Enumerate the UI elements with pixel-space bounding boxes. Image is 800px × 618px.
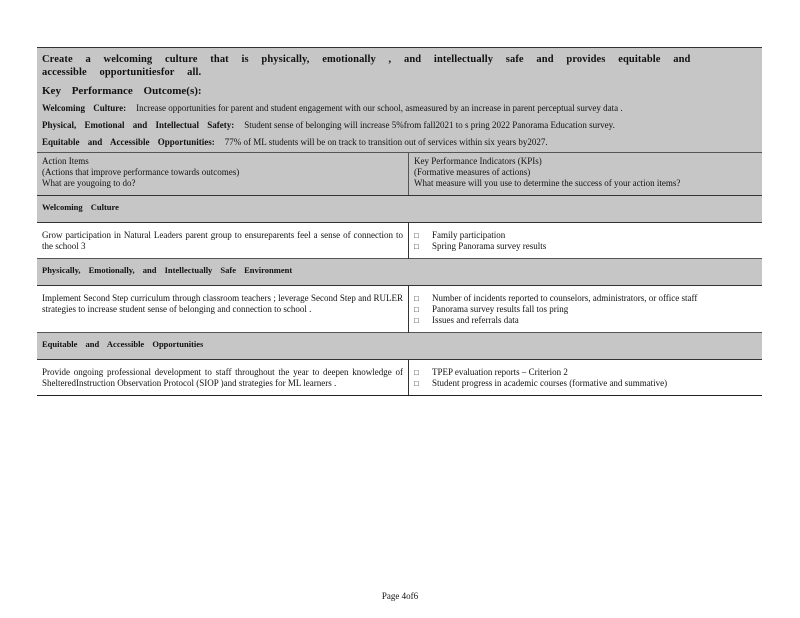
action-item-cell: Grow participation in Natural Leaders parent group to ensureparents feel a sense of connection to the school 3 <box>37 223 409 259</box>
header-question: What measure will you use to determine the success of your action items? <box>414 178 681 188</box>
kpi-item: □ TPEP evaluation reports – Criterion 2 <box>414 367 757 378</box>
section-title: Welcoming Culture <box>37 196 762 223</box>
kpi-list <box>414 367 757 389</box>
kpi-item: □ Student progress in academic courses (formative and summative) <box>414 378 757 389</box>
kpo-heading: Key Performance Outcome(s): <box>42 85 202 97</box>
table-header-row <box>37 153 762 196</box>
kpi-item: □ Family participation <box>414 230 757 241</box>
page-number: Page 4of6 <box>381 591 419 601</box>
goal-line-2: accessible opportunitiesfor all. <box>42 67 202 78</box>
goal-banner <box>37 47 762 153</box>
kpi-item: □ Spring Panorama survey results <box>414 241 757 252</box>
kpo-item-safety <box>42 120 757 131</box>
header-subtitle: (Actions that improve performance towards outcomes) <box>42 167 240 177</box>
header-title: Key Performance Indicators (KPIs) <box>414 156 542 166</box>
table-row <box>37 223 762 259</box>
kpo-item-equity <box>42 137 757 148</box>
section-title: Physically, Emotionally, and Intellectually Safe Environment <box>37 259 762 286</box>
header-subtitle: (Formative measures of actions) <box>414 167 531 177</box>
kpo-label: Equitable and Accessible Opportunities: <box>42 137 215 147</box>
kpi-item: □ Panorama survey results fall tos pring <box>414 304 757 315</box>
kpi-cell <box>409 223 763 259</box>
section-row-safety <box>37 259 762 286</box>
kpi-list <box>414 230 757 252</box>
kpo-text: Student sense of belonging will increase 5%from fall2021 to s pring 2022 Panorama Education survey. <box>244 120 615 130</box>
action-items-header <box>37 153 409 196</box>
header-title: Action Items <box>42 156 89 166</box>
action-item-cell: Implement Second Step curriculum through classroom teachers ; leverage Second Step and RULER strategies to increase student sense of belonging and connection to school . <box>37 286 409 333</box>
section-row-equity <box>37 333 762 360</box>
kpo-text: 77% of ML students will be on track to transition out of services within six years by2027. <box>224 137 548 147</box>
table-row <box>37 286 762 333</box>
kpi-list <box>414 293 757 326</box>
kpi-header <box>409 153 763 196</box>
goal-statement <box>42 53 757 79</box>
kpo-item-welcoming <box>42 103 757 114</box>
kpo-label: Physical, Emotional and Intellectual Safety: <box>42 120 235 130</box>
section-title: Equitable and Accessible Opportunities <box>37 333 762 360</box>
kpi-item: □ Issues and referrals data <box>414 315 757 326</box>
kpo-text: Increase opportunities for parent and student engagement with our school, asmeasured by an increase in parent perceptual survey data . <box>136 103 623 113</box>
kpi-item: □ Number of incidents reported to counselors, administrators, or office staff <box>414 293 757 304</box>
action-item-cell: Provide ongoing professional development to staff throughout the year to deepen knowledge of ShelteredInstruction Observation Protocol (SIOP )and strategies for ML learners . <box>37 360 409 396</box>
kpi-cell <box>409 286 763 333</box>
header-question: What are yougoing to do? <box>42 178 136 188</box>
kpo-label: Welcoming Culture: <box>42 103 127 113</box>
goal-line-1: Create a welcoming culture that is physically, emotionally , and intellectually safe and provides equitable and <box>42 54 691 65</box>
section-row-welcoming <box>37 196 762 223</box>
strategy-document <box>37 47 762 396</box>
kpi-cell <box>409 360 763 396</box>
action-plan-table <box>37 153 762 396</box>
table-row <box>37 360 762 396</box>
